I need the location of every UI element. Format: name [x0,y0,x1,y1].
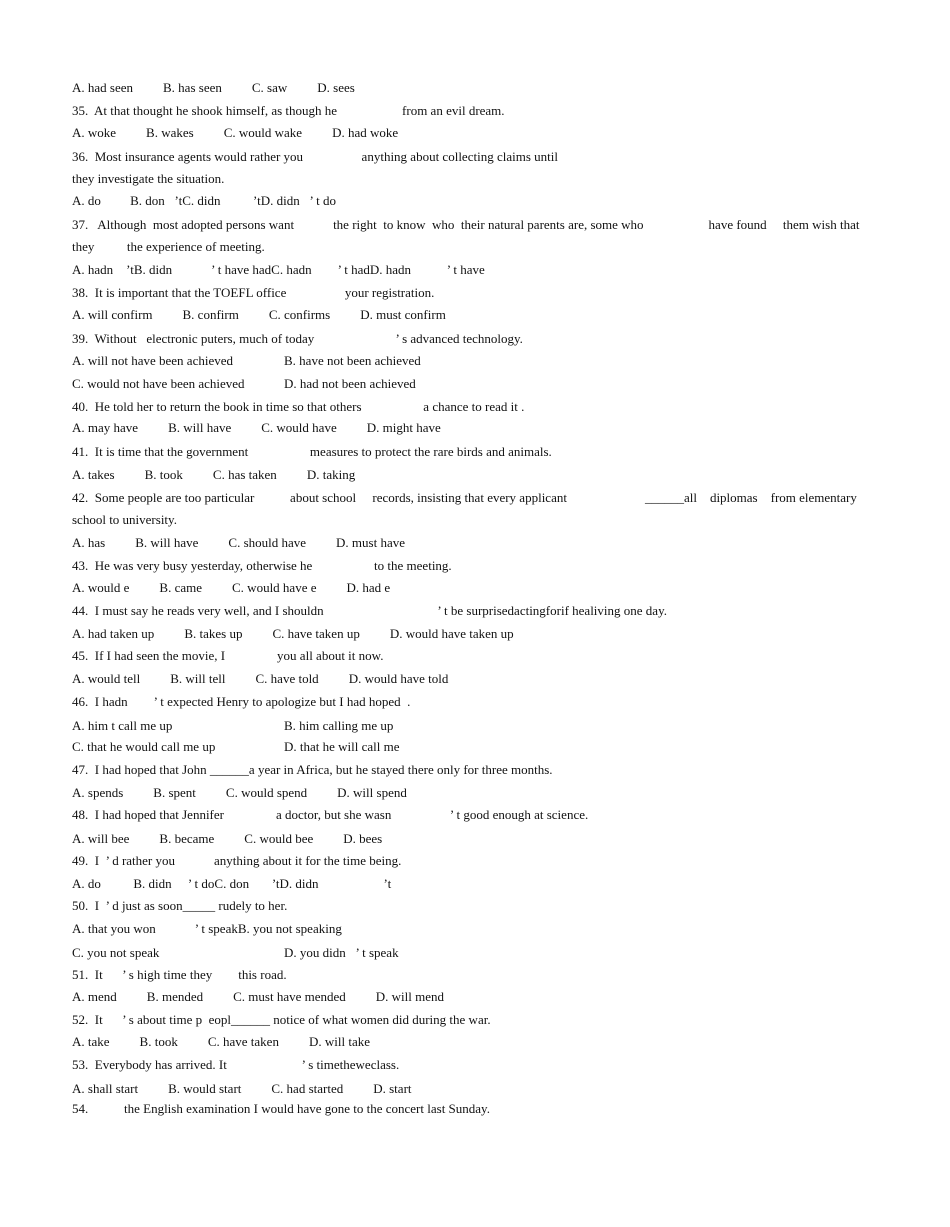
text-line [72,444,896,460]
answer-option: A. would e [72,580,130,595]
answer-option: B. have not been achieved [284,353,421,368]
answer-option: D. taking [306,467,356,482]
text-line [72,125,896,141]
answer-option: A. will bee [72,831,130,846]
text-line [72,876,896,892]
text-line [72,603,896,619]
text-line [72,103,896,119]
line-text: 40. He told her to return the book in time so that others a chance to read it . [72,399,525,414]
answer-option: D. might have [366,420,441,435]
text-line [72,490,896,506]
answer-option: A. mend [72,989,117,1004]
line-text: 43. He was very busy yesterday, otherwise he to the meeting. [72,558,452,573]
line-text: 38. It is important that the TOEFL office your registration. [72,285,435,300]
answer-option: C. has taken [212,467,277,482]
text-line [72,307,896,323]
answer-option: A. would tell [72,671,141,686]
text-line [72,694,896,710]
answer-option: B. took [139,1034,178,1049]
text-line [72,193,896,209]
answer-option: D. would have taken up [389,626,514,641]
text-line [72,831,896,847]
answer-option: C. confirms [268,307,331,322]
text-line [72,399,896,415]
answer-option: A. has [72,535,106,550]
answer-option: A. shall start [72,1081,139,1096]
answer-option: D. will spend [337,785,407,800]
line-text: 47. I had hoped that John ______a year in Africa, but he stayed there only for three months. [72,762,553,777]
answer-option: D. had not been achieved [284,376,416,391]
line-text: 41. It is time that the government measures to protect the rare birds and animals. [72,444,552,459]
answer-option: B. has seen [163,80,222,95]
text-line [72,285,896,301]
answer-option: A. take [72,1034,110,1049]
line-text: 54. the English examination I would have gone to the concert last Sunday. [72,1101,490,1116]
line-text: they investigate the situation. [72,171,225,186]
answer-option: A. him t call me up [72,718,173,733]
answer-option: B. mended [146,989,204,1004]
answer-option: A. may have [72,420,139,435]
line-text: 51. It ’ s high time they this road. [72,967,287,982]
answer-option: A. will not have been achieved [72,353,233,368]
line-text: 42. Some people are too particular about school records, insisting that every applicant ______all diplomas from elementary [72,490,857,505]
answer-option: C. that he would call me up [72,739,216,754]
line-text: 36. Most insurance agents would rather you anything about collecting claims until [72,149,558,164]
answer-option: D. must confirm [360,307,446,322]
answer-option: B. him calling me up [284,718,394,733]
text-line [72,262,896,278]
text-line [72,467,896,483]
line-text: 35. At that thought he shook himself, as though he from an evil dream. [72,103,505,118]
answer-option: C. would spend [225,785,308,800]
text-line [72,626,896,642]
answer-option: D. sees [317,80,355,95]
line-text: 53. Everybody has arrived. It ’ s timetheweclass. [72,1057,400,1072]
text-line [72,853,896,869]
answer-option: B. will have [135,535,199,550]
answer-option: D. bees [343,831,383,846]
line-text: A. that you won ’ t speakB. you not speaking [72,921,342,936]
text-line [72,967,896,983]
answer-option: B. would start [168,1081,242,1096]
line-text: 39. Without electronic puters, much of today ’ s advanced technology. [72,331,523,346]
answer-option: C. must have mended [233,989,346,1004]
line-text: 46. I hadn ’ t expected Henry to apologize but I had hoped . [72,694,411,709]
line-text: A. hadn ’tB. didn ’ t have hadC. hadn ’ t hadD. hadn ’ t have [72,262,485,277]
answer-option: A. spends [72,785,124,800]
text-line [72,921,896,937]
text-line [72,785,896,801]
text-line [72,1057,896,1073]
text-line [72,171,896,187]
answer-option: C. had started [271,1081,344,1096]
text-line [72,1012,896,1028]
line-text: 44. I must say he reads very well, and I shouldn ’ t be surprisedactingforif healiving one day. [72,603,667,618]
answer-option: B. wakes [146,125,194,140]
answer-option: B. confirm [182,307,239,322]
answer-option: C. saw [251,80,288,95]
text-line [72,239,896,255]
answer-option: B. takes up [184,626,243,641]
answer-option: C. you not speak [72,945,160,960]
line-text: they the experience of meeting. [72,239,265,254]
answer-option: B. became [159,831,215,846]
answer-option: A. will confirm [72,307,153,322]
answer-option: D. that he will call me [284,739,400,754]
text-line [72,535,896,551]
text-line [72,331,896,347]
answer-option: C. have taken up [272,626,360,641]
text-line [72,989,896,1005]
text-line [72,648,896,664]
line-text: 50. I ’ d just as soon_____ rudely to her. [72,898,288,913]
answer-option: D. you didn ’ t speak [284,945,399,960]
answer-option: A. takes [72,467,115,482]
answer-option: C. would bee [244,831,314,846]
answer-option: C. have told [255,671,319,686]
answer-option: C. should have [228,535,307,550]
answer-option: D. will mend [375,989,445,1004]
answer-option: B. will have [168,420,232,435]
text-line [72,512,896,528]
line-text: 48. I had hoped that Jennifer a doctor, but she wasn ’ t good enough at science. [72,807,589,822]
answer-option: C. would have [261,420,337,435]
answer-option: D. had woke [332,125,399,140]
answer-option: B. took [144,467,183,482]
text-line [72,420,896,436]
answer-option: D. would have told [348,671,449,686]
text-line [72,217,896,233]
line-text: 37. Although most adopted persons want the right to know who their natural parents are, some who have found them wish that [72,217,860,232]
line-text: 49. I ’ d rather you anything about it for the time being. [72,853,402,868]
answer-option: A. had seen [72,80,134,95]
line-text: 52. It ’ s about time p eopl______ notice of what women did during the war. [72,1012,491,1027]
answer-option: D. must have [336,535,406,550]
text-line [72,149,896,165]
answer-option: B. came [159,580,203,595]
answer-option: D. will take [308,1034,370,1049]
text-line [72,762,896,778]
text-line [72,1081,896,1097]
answer-option: C. would have e [232,580,317,595]
answer-option: D. had e [346,580,391,595]
text-line [72,1101,896,1117]
text-line [72,558,896,574]
answer-option: A. had taken up [72,626,155,641]
text-line [72,1034,896,1050]
text-line [72,671,896,687]
answer-option: C. would not have been achieved [72,376,245,391]
text-line [72,807,896,823]
line-text: 45. If I had seen the movie, I you all about it now. [72,648,384,663]
line-text: A. do B. didn ’ t doC. don ’tD. didn ’t [72,876,392,891]
text-line [72,80,896,96]
answer-option: B. spent [153,785,196,800]
text-line [72,580,896,596]
answer-option: B. will tell [170,671,226,686]
answer-option: D. start [373,1081,412,1096]
text-line [72,898,896,914]
answer-option: C. would wake [223,125,303,140]
answer-option: A. woke [72,125,117,140]
line-text: A. do B. don ’tC. didn ’tD. didn ’ t do [72,193,336,208]
line-text: school to university. [72,512,177,527]
answer-option: C. have taken [207,1034,279,1049]
